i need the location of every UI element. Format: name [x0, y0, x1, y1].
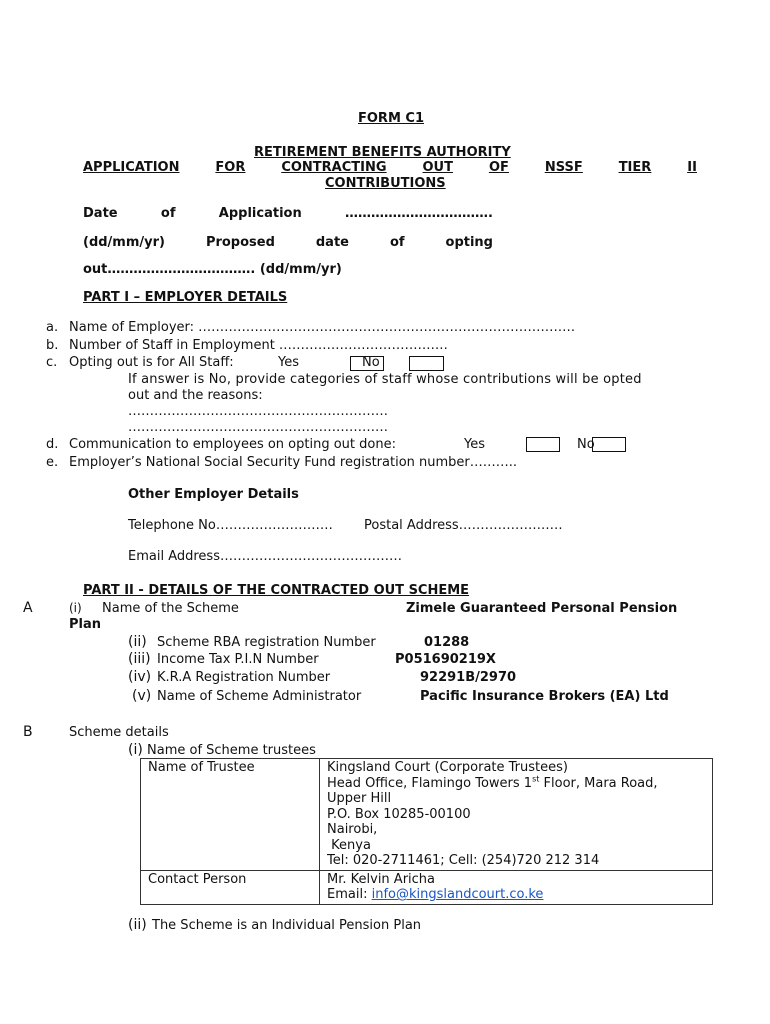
trustees-table [140, 758, 713, 905]
scheme-details-title: Scheme details [69, 725, 169, 740]
communication-yes-label: Yes [464, 437, 485, 452]
title-word: OUT [422, 160, 453, 175]
title-word: APPLICATION [83, 160, 180, 175]
opting-out-date-line[interactable]: out……………………………. (dd/mm/yr) [83, 262, 342, 277]
categories-note-line1: If answer is No, provide categories of staff whose contributions will be opted [128, 372, 642, 387]
cell-text: Contact Person [148, 871, 247, 887]
scheme-name-label: Name of the Scheme [102, 601, 239, 616]
trustees-label: Name of Scheme trustees [147, 743, 316, 758]
communication-no-checkbox[interactable] [592, 437, 626, 452]
rba-number-label: Scheme RBA registration Number [157, 635, 376, 650]
item-e-marker: e. [46, 455, 59, 470]
opting-all-staff-label: Opting out is for All Staff: [69, 355, 234, 370]
date-word: Application [218, 206, 302, 221]
scheme-name-marker: (i) [69, 601, 82, 615]
email-address-field[interactable]: Email Address…………………………………… [128, 549, 402, 564]
trustee-po-box: P.O. Box 10285-00100 [327, 806, 471, 822]
kra-number-value: 92291B/2970 [420, 670, 517, 685]
cell-text: Name of Trustee [148, 760, 255, 775]
rba-number-value: 01288 [424, 635, 470, 650]
date-word: (dd/mm/yr) [83, 235, 165, 250]
trustee-details [320, 759, 713, 871]
part1-heading: PART I – EMPLOYER DETAILS [83, 290, 288, 305]
contact-person-label [141, 870, 320, 904]
date-word: Proposed [205, 235, 275, 250]
trustees-marker: (i) [128, 742, 143, 758]
communication-no-label: No [577, 437, 595, 452]
communication-yes-checkbox[interactable] [526, 437, 560, 452]
form-code: FORM C1 [358, 111, 424, 126]
trustee-country: Kenya [327, 837, 371, 853]
item-b-marker: b. [46, 338, 59, 353]
title-word: II [687, 160, 697, 175]
pin-number-label: Income Tax P.I.N Number [157, 652, 319, 667]
item-a-marker: a. [46, 320, 59, 335]
contact-email-link[interactable]: info@kingslandcourt.co.ke [371, 887, 544, 902]
other-employer-heading: Other Employer Details [128, 487, 299, 502]
trustee-address-line: Upper Hill [327, 791, 392, 806]
contact-email-line [327, 887, 705, 903]
postal-address-field[interactable]: Postal Address…………………… [364, 518, 563, 533]
opting-no-checkbox[interactable] [409, 356, 444, 371]
telephone-field[interactable]: Telephone No……………………… [128, 518, 333, 533]
contact-name: Mr. Kelvin Aricha [327, 871, 435, 887]
kra-number-label: K.R.A Registration Number [157, 670, 331, 685]
table-row [141, 870, 713, 904]
date-word: opting [445, 235, 493, 250]
address-text: Floor, Mara Road, [539, 775, 658, 791]
staff-count-field[interactable]: Number of Staff in Employment ………………………………… [69, 338, 448, 353]
plan-type-text: The Scheme is an Individual Pension Plan [152, 918, 422, 933]
authority-title: RETIREMENT BENEFITS AUTHORITY [254, 145, 511, 160]
rba-number-marker: (ii) [128, 634, 147, 650]
table-row [141, 759, 713, 871]
pin-number-marker: (iii) [128, 651, 151, 667]
email-label: Email: [327, 887, 372, 902]
trustee-name-label [141, 759, 320, 871]
part2-heading: PART II - DETAILS OF THE CONTRACTED OUT SCHEME [83, 583, 470, 598]
opting-yes-label: Yes [278, 355, 299, 370]
categories-note [128, 372, 704, 387]
application-title-line2: CONTRIBUTIONS [325, 176, 446, 191]
section-b-marker: B [23, 724, 33, 740]
address-text: Head Office, Flamingo Towers 1 [327, 775, 533, 791]
trustee-city: Nairobi, [327, 822, 378, 837]
nssf-registration-field[interactable]: Employer’s National Social Security Fund registration number……….. [69, 455, 518, 470]
date-word: Date [83, 206, 118, 221]
title-word: FOR [215, 160, 246, 175]
application-title [83, 160, 697, 175]
proposed-date [83, 235, 493, 250]
title-word: NSSF [544, 160, 583, 175]
scheme-name-value: Zimele Guaranteed Personal Pension [406, 601, 678, 616]
trustee-phone: Tel: 020-2711461; Cell: (254)720 212 314 [327, 853, 600, 868]
item-d-marker: d. [46, 437, 59, 452]
item-c-marker: c. [46, 355, 58, 370]
employer-name-field[interactable]: Name of Employer: …………………………………………………………………………… [69, 320, 576, 335]
categories-note-line2: out and the reasons: [128, 388, 263, 403]
categories-field-2[interactable]: …………………………………………………… [128, 420, 388, 435]
ordinal-suffix: st [532, 774, 540, 784]
title-word: CONTRACTING [281, 160, 387, 175]
trustee-name: Kingsland Court (Corporate Trustees) [327, 760, 568, 775]
communication-label: Communication to employees on opting out done: [69, 437, 396, 452]
kra-number-marker: (iv) [128, 669, 152, 685]
date-application-dots[interactable]: ……………………………. [345, 206, 493, 221]
opting-no-label: No [362, 355, 380, 370]
scheme-name-value-line2: Plan [69, 617, 102, 632]
administrator-marker: (v) [132, 688, 152, 704]
trustee-address-line [327, 776, 705, 792]
plan-type-marker: (ii) [128, 917, 147, 933]
date-word: date [315, 235, 349, 250]
contact-details [320, 870, 713, 904]
date-of-application [83, 206, 493, 221]
section-a-marker: A [23, 600, 33, 616]
categories-field-1[interactable]: …………………………………………………… [128, 404, 388, 419]
title-word: TIER [618, 160, 652, 175]
title-word: OF [488, 160, 509, 175]
date-word: of [389, 235, 405, 250]
administrator-value: Pacific Insurance Brokers (EA) Ltd [420, 689, 669, 704]
pin-number-value: P051690219X [395, 652, 496, 667]
administrator-label: Name of Scheme Administrator [157, 689, 362, 704]
date-word: of [160, 206, 176, 221]
